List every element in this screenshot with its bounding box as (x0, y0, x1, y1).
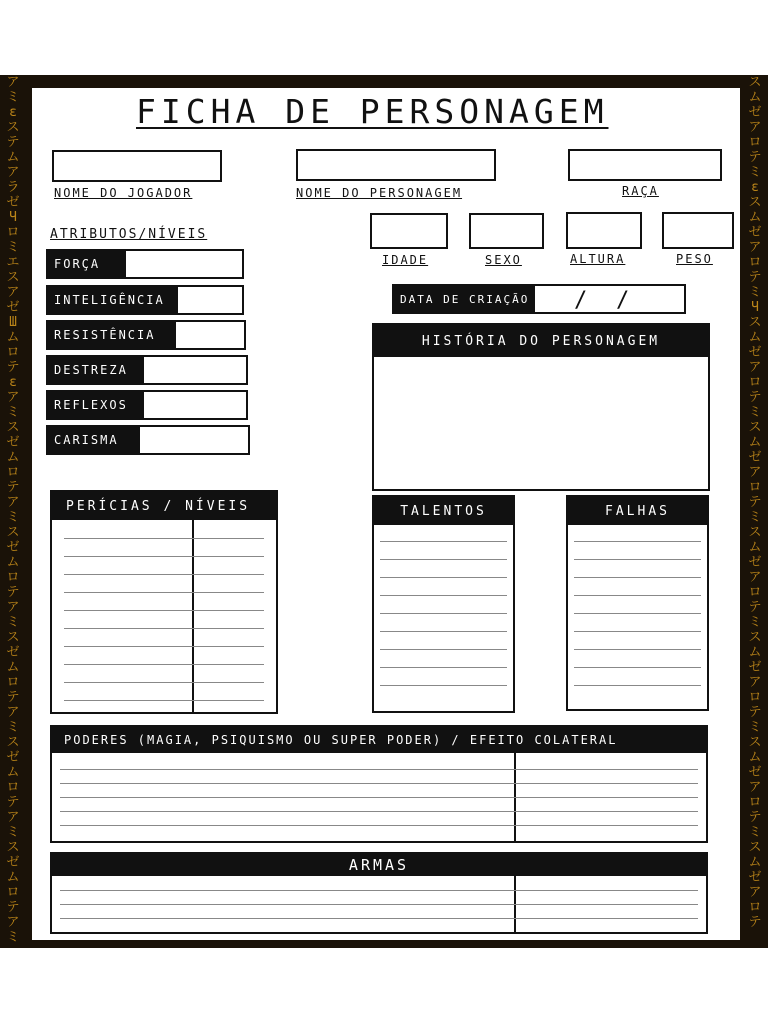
race-label: RAÇA (622, 184, 659, 198)
skills-panel[interactable] (50, 490, 278, 714)
glyph-border-left: ア ミ ε ス テ ム ア ラ ゼ Ч ロ ミ エ ス ア ゼ Ш ム ロ テ ε ア ミ ス ゼ ム ロ テ ア ミ ス ゼ ム ロ テ ア ミ ス ゼ ム ロ テ ア ミ ス ゼ ム ロ テ ア ミ ス ゼ ム ロ テ ア ミ (6, 75, 20, 945)
attribute-intelligence[interactable] (46, 285, 244, 315)
sex-label: SEXO (485, 253, 522, 267)
glyph-border-right: ス ム ゼ ア ロ テ ミ ε ス ム ゼ ア ロ テ ミ Ч ス ム ゼ ア ロ テ ミ ス ム ゼ ア ロ テ ミ ス ム ゼ ア ロ テ ミ ス ム ゼ ア ロ テ ミ ス ム ゼ ア ロ テ ミ ス ム ゼ ア ロ テ (748, 75, 762, 930)
date-separator-2: / (616, 288, 630, 313)
page-title: FICHA DE PERSONAGEM (136, 92, 609, 131)
talents-lines (380, 525, 507, 711)
height-label: ALTURA (570, 252, 626, 266)
race-field[interactable] (568, 149, 722, 181)
attribute-strength[interactable] (46, 249, 244, 279)
attribute-label: INTELIGÊNCIA (48, 287, 178, 313)
player-name-label: NOME DO JOGADOR (54, 186, 193, 200)
attributes-heading: ATRIBUTOS/NÍVEIS (50, 227, 208, 242)
attribute-reflexes[interactable] (46, 390, 248, 420)
attribute-label: DESTREZA (48, 357, 144, 383)
flaws-panel[interactable] (566, 495, 709, 711)
talents-panel[interactable] (372, 495, 515, 713)
creation-date-label: DATA DE CRIAÇÃO (394, 286, 535, 312)
history-heading: HISTÓRIA DO PERSONAGEM (374, 325, 708, 357)
attribute-dexterity[interactable] (46, 355, 248, 385)
attribute-label: FORÇA (48, 251, 126, 277)
height-field[interactable] (566, 212, 642, 249)
powers-heading: PODERES (MAGIA, PSIQUISMO OU SUPER PODER) / EFEITO COLATERAL (52, 727, 706, 753)
attribute-resistance[interactable] (46, 320, 246, 350)
weapons-heading: ARMAS (52, 854, 706, 876)
weight-label: PESO (676, 252, 713, 266)
talents-heading: TALENTOS (374, 497, 513, 525)
character-name-field[interactable] (296, 149, 496, 181)
weapons-panel[interactable] (50, 852, 708, 934)
skills-lines (64, 520, 264, 712)
powers-panel[interactable] (50, 725, 708, 843)
weapons-lines (60, 876, 698, 932)
age-label: IDADE (382, 253, 429, 267)
powers-lines (60, 753, 698, 841)
character-name-label: NOME DO PERSONAGEM (296, 186, 463, 200)
date-separator-1: / (574, 288, 588, 313)
history-panel[interactable] (372, 323, 710, 491)
weight-field[interactable] (662, 212, 734, 249)
attribute-charisma[interactable] (46, 425, 250, 455)
age-field[interactable] (370, 213, 448, 249)
flaws-heading: FALHAS (568, 497, 707, 525)
attribute-label: RESISTÊNCIA (48, 322, 176, 348)
skills-heading: PERÍCIAS / NÍVEIS (52, 492, 276, 520)
attribute-label: REFLEXOS (48, 392, 144, 418)
creation-date-field[interactable] (392, 284, 686, 314)
flaws-lines (574, 525, 701, 709)
sex-field[interactable] (469, 213, 544, 249)
attribute-label: CARISMA (48, 427, 140, 453)
player-name-field[interactable] (52, 150, 222, 182)
